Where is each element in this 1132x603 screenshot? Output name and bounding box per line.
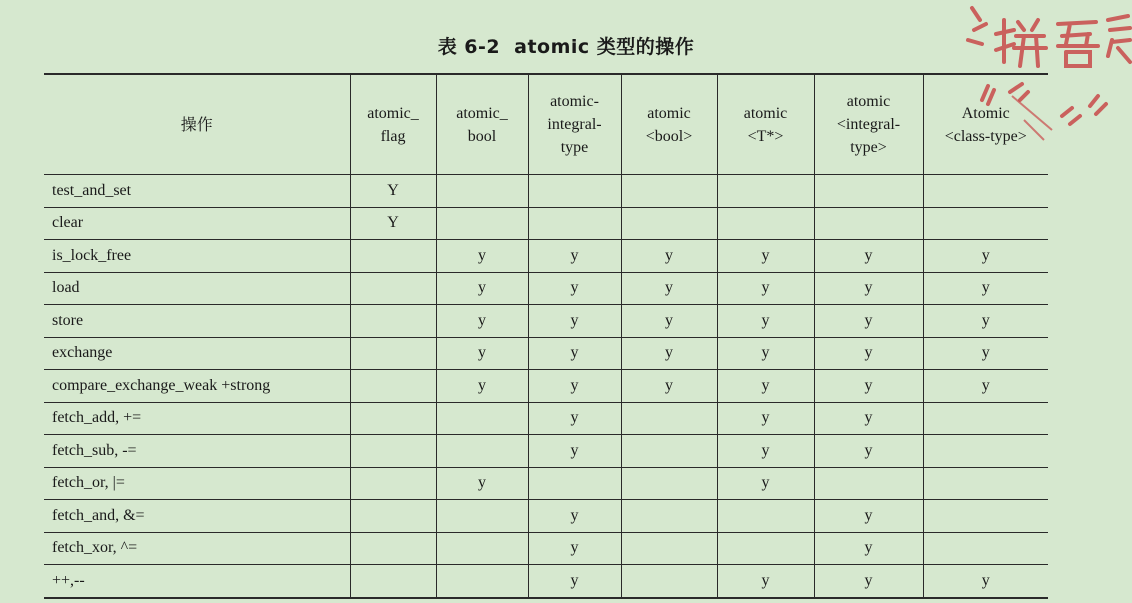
support-cell: y	[436, 370, 528, 403]
column-header-line: atomic	[846, 93, 891, 110]
support-cell: y	[436, 337, 528, 370]
table-row	[44, 435, 1048, 468]
support-cell: y	[621, 272, 717, 305]
support-cell	[621, 402, 717, 435]
table-row	[44, 240, 1048, 273]
table-row	[44, 565, 1048, 598]
column-header-line: type>	[850, 139, 887, 156]
caption-number: 表 6-2	[437, 36, 501, 58]
support-cell	[350, 500, 436, 533]
support-cell	[436, 500, 528, 533]
table-row	[44, 467, 1048, 500]
table-row	[44, 337, 1048, 370]
support-cell	[436, 565, 528, 598]
support-cell: y	[528, 305, 621, 338]
support-cell: y	[621, 305, 717, 338]
table-row	[44, 272, 1048, 305]
support-cell: y	[528, 500, 621, 533]
operation-name-cell: is_lock_free	[44, 240, 350, 273]
support-cell	[436, 175, 528, 208]
support-cell	[436, 402, 528, 435]
support-cell	[621, 500, 717, 533]
support-cell: y	[528, 435, 621, 468]
table-row	[44, 175, 1048, 208]
support-cell	[717, 175, 814, 208]
support-cell	[717, 500, 814, 533]
table-row	[44, 305, 1048, 338]
table-row	[44, 500, 1048, 533]
table-row	[44, 532, 1048, 565]
support-cell	[528, 207, 621, 240]
operation-name-cell: fetch_or, |=	[44, 467, 350, 500]
column-header-line: atomic	[743, 104, 788, 122]
support-cell: y	[717, 435, 814, 468]
support-cell	[621, 435, 717, 468]
support-cell: y	[528, 402, 621, 435]
support-cell: y	[814, 500, 923, 533]
support-cell	[923, 207, 1048, 240]
column-header-line: bool	[467, 127, 497, 145]
support-cell: y	[528, 532, 621, 565]
column-header-line: flag	[380, 127, 406, 145]
column-header-line: <integral-	[836, 116, 901, 133]
support-cell	[923, 175, 1048, 208]
column-header-line: atomic-	[550, 93, 599, 110]
column-header-line: Atomic	[961, 104, 1010, 122]
caption-title: atomic 类型的操作	[514, 36, 695, 58]
support-cell	[923, 435, 1048, 468]
support-cell	[350, 370, 436, 403]
support-cell: y	[528, 240, 621, 273]
support-cell	[923, 532, 1048, 565]
column-header-line: <T*>	[747, 127, 784, 145]
support-cell: y	[717, 305, 814, 338]
support-cell: y	[717, 370, 814, 403]
support-cell	[814, 175, 923, 208]
operation-column-header: 操作	[44, 74, 350, 175]
support-cell	[621, 175, 717, 208]
support-cell	[621, 565, 717, 598]
header-row	[44, 74, 1048, 175]
support-cell: y	[923, 370, 1048, 403]
column-header-line: <bool>	[645, 127, 693, 145]
support-cell: y	[717, 467, 814, 500]
support-cell: y	[717, 240, 814, 273]
support-cell: y	[528, 272, 621, 305]
support-cell: y	[621, 370, 717, 403]
support-cell: y	[814, 305, 923, 338]
support-cell: y	[717, 272, 814, 305]
support-cell: y	[436, 467, 528, 500]
support-cell: y	[717, 402, 814, 435]
table-row	[44, 207, 1048, 240]
support-cell: y	[923, 565, 1048, 598]
column-header-line: atomic_	[456, 104, 508, 122]
support-cell	[350, 565, 436, 598]
operation-name-cell: fetch_add, +=	[44, 402, 350, 435]
support-cell	[350, 240, 436, 273]
operation-name-cell: compare_exchange_weak +strong	[44, 370, 350, 403]
support-cell: y	[814, 532, 923, 565]
table-body	[44, 175, 1048, 598]
operation-name-cell: store	[44, 305, 350, 338]
support-cell	[814, 207, 923, 240]
support-cell	[350, 532, 436, 565]
support-cell	[350, 305, 436, 338]
operation-name-cell: fetch_sub, -=	[44, 435, 350, 468]
support-cell: y	[528, 565, 621, 598]
support-cell	[923, 500, 1048, 533]
support-cell: y	[923, 305, 1048, 338]
support-cell	[436, 435, 528, 468]
operation-name-cell: fetch_and, &=	[44, 500, 350, 533]
support-cell: y	[436, 240, 528, 273]
support-cell	[350, 402, 436, 435]
support-cell: y	[717, 337, 814, 370]
support-cell: y	[436, 272, 528, 305]
support-cell: y	[814, 337, 923, 370]
support-cell	[436, 532, 528, 565]
type-column-header	[814, 74, 923, 175]
support-cell: y	[717, 565, 814, 598]
operation-name-cell: clear	[44, 207, 350, 240]
support-cell: y	[923, 337, 1048, 370]
operation-name-cell: fetch_xor, ^=	[44, 532, 350, 565]
support-cell: Y	[350, 207, 436, 240]
support-cell	[923, 402, 1048, 435]
column-header-line: atomic	[647, 104, 691, 122]
support-cell: y	[436, 305, 528, 338]
table-row	[44, 402, 1048, 435]
watermark-stamp	[912, 0, 1132, 160]
support-cell: y	[814, 402, 923, 435]
support-cell: y	[814, 435, 923, 468]
support-cell: y	[923, 240, 1048, 273]
type-column-header	[436, 74, 528, 175]
support-cell	[528, 467, 621, 500]
support-cell	[717, 207, 814, 240]
column-header-line: <class-type>	[944, 127, 1027, 145]
support-cell	[621, 207, 717, 240]
support-cell: y	[814, 240, 923, 273]
support-cell	[350, 467, 436, 500]
atomic-operations-table	[44, 73, 1048, 599]
support-cell: y	[814, 565, 923, 598]
support-cell	[528, 175, 621, 208]
support-cell	[814, 467, 923, 500]
support-cell	[621, 467, 717, 500]
column-header-line: atomic_	[367, 104, 419, 122]
table-row	[44, 370, 1048, 403]
support-cell: y	[528, 370, 621, 403]
support-cell: y	[528, 337, 621, 370]
support-cell	[621, 532, 717, 565]
support-cell	[717, 532, 814, 565]
support-cell: y	[814, 272, 923, 305]
support-cell: y	[621, 337, 717, 370]
support-cell	[923, 467, 1048, 500]
operation-name-cell: exchange	[44, 337, 350, 370]
column-header-line: type	[560, 139, 589, 156]
support-cell	[350, 435, 436, 468]
support-cell	[436, 207, 528, 240]
type-column-header	[528, 74, 621, 175]
column-header-line: integral-	[547, 116, 602, 133]
support-cell: y	[621, 240, 717, 273]
operation-name-cell: ++,--	[44, 565, 350, 598]
support-cell: y	[814, 370, 923, 403]
operation-name-cell: load	[44, 272, 350, 305]
support-cell	[350, 337, 436, 370]
operation-name-cell: test_and_set	[44, 175, 350, 208]
support-cell	[350, 272, 436, 305]
support-cell: Y	[350, 175, 436, 208]
type-column-header	[717, 74, 814, 175]
support-cell: y	[923, 272, 1048, 305]
type-column-header	[621, 74, 717, 175]
type-column-header	[350, 74, 436, 175]
